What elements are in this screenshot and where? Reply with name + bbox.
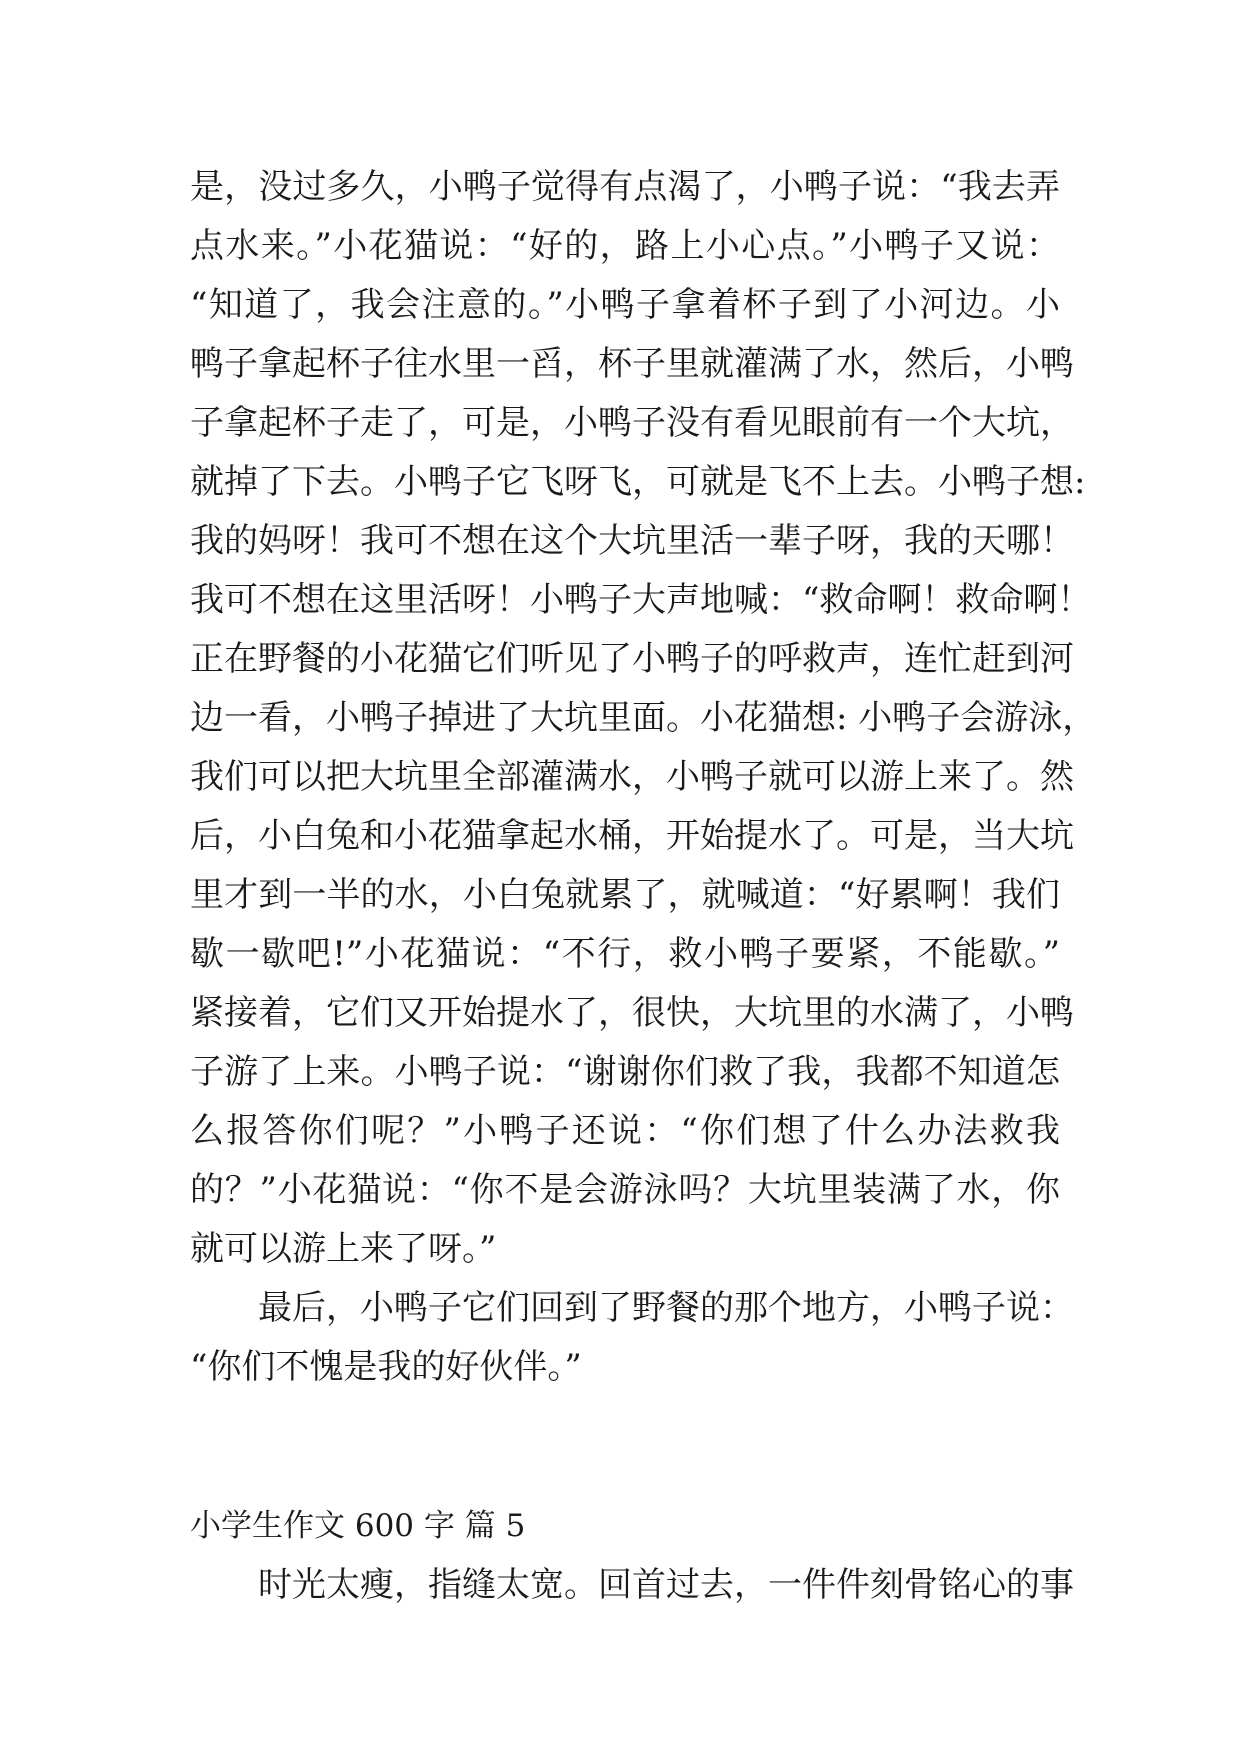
document-body (190, 158, 1097, 1615)
text-line: 子拿起杯子走了，可是，小鸭子没有看见眼前有一个大坑， (190, 403, 1074, 443)
story-paragraph-continued (190, 158, 1097, 1279)
text-line: 后，小白兔和小花猫拿起水桶，开始提水了。可是，当大坑 (190, 816, 1074, 856)
text-line: 里才到一半的水，小白兔就累了，就喊道：“好累啊！我们 (190, 875, 1060, 915)
text-line: 鸭子拿起杯子往水里一舀，杯子里就灌满了水，然后，小鸭 (190, 344, 1074, 384)
text-line: 么报答你们呢？”小鸭子还说：“你们想了什么办法救我 (190, 1111, 1060, 1151)
text-line: “你们不愧是我的好伙伴。” (190, 1347, 582, 1387)
story-paragraph-ending (190, 1279, 1074, 1397)
text-line: 正在野餐的小花猫它们听见了小鸭子的呼救声，连忙赶到河 (190, 639, 1074, 679)
text-line: 子游了上来。小鸭子说：“谢谢你们救了我，我都不知道怎 (190, 1052, 1060, 1092)
text-line: 歇一歇吧!”小花猫说：“不行，救小鸭子要紧，不能歇。” (190, 934, 1060, 974)
section-spacer (190, 1397, 1060, 1497)
text-line: 边一看，小鸭子掉进了大坑里面。小花猫想: 小鸭子会游泳， (190, 698, 1097, 738)
text-line: 的？”小花猫说：“你不是会游泳吗？大坑里装满了水，你 (190, 1170, 1060, 1210)
text-line: 最后，小鸭子它们回到了野餐的那个地方，小鸭子说： (258, 1288, 1074, 1328)
text-line: 点水来。”小花猫说：“好的，路上小心点。”小鸭子又说： (190, 226, 1060, 266)
text-line: 我们可以把大坑里全部灌满水，小鸭子就可以游上来了。然 (190, 757, 1074, 797)
text-line: 就可以游上来了呀。” (190, 1229, 497, 1269)
text-line: 是，没过多久，小鸭子觉得有点渴了，小鸭子说：“我去弄 (190, 167, 1060, 207)
text-line: 我的妈呀！我可不想在这个大坑里活一辈子呀，我的天哪！ (190, 521, 1074, 561)
text-line: 时光太瘦，指缝太宽。回首过去，一件件刻骨铭心的事 (258, 1565, 1074, 1605)
text-line: “知道了，我会注意的。”小鸭子拿着杯子到了小河边。小 (190, 285, 1060, 325)
text-line: 我可不想在这里活呀！小鸭子大声地喊：“救命啊！救命啊！ (190, 580, 1092, 620)
text-line: 紧接着，它们又开始提水了，很快，大坑里的水满了，小鸭 (190, 993, 1074, 1033)
section-heading: 小学生作文 600 字 篇 5 (190, 1508, 526, 1544)
essay-paragraph-start (190, 1556, 1074, 1615)
text-line: 就掉了下去。小鸭子它飞呀飞，可就是飞不上去。小鸭子想: (190, 462, 1086, 502)
